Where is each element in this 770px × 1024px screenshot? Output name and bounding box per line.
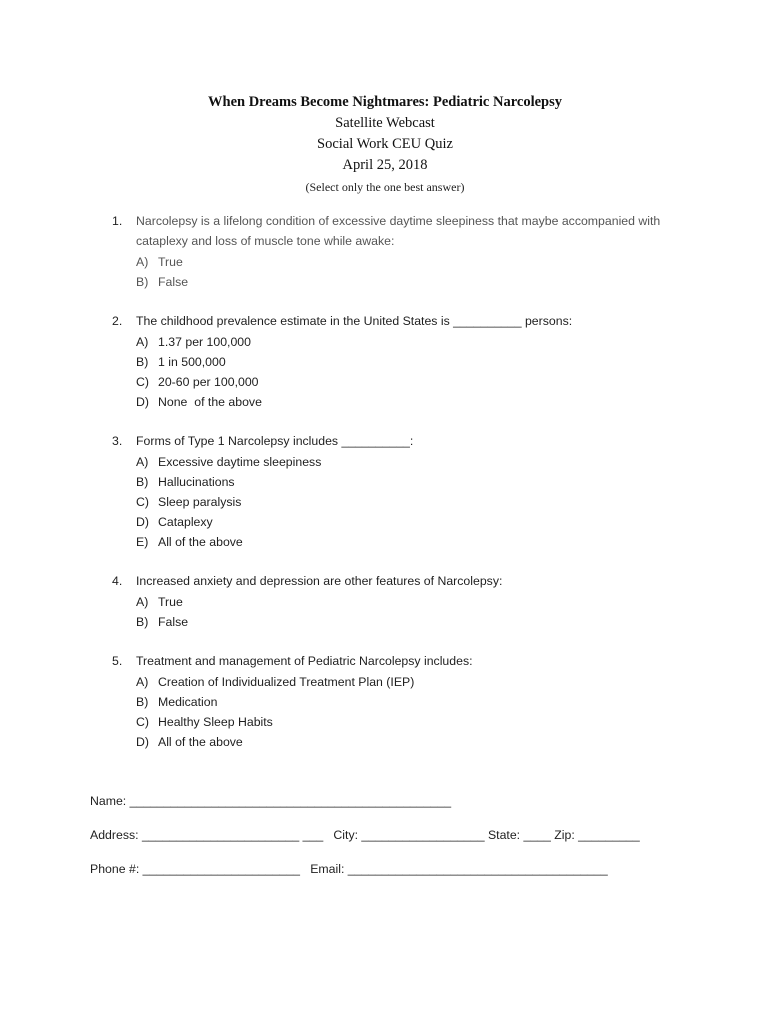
- option-text: Excessive daytime sleepiness: [158, 455, 322, 469]
- option-text: False: [158, 275, 189, 289]
- answer-option[interactable]: [136, 332, 692, 352]
- address-city-state-zip-field[interactable]: Address: _______________________ ___ City: __________________ State: ____ Zip: _________: [90, 828, 640, 842]
- answer-options: [136, 672, 692, 752]
- answer-option[interactable]: [136, 352, 692, 372]
- question-number: 5.: [112, 654, 123, 668]
- option-text: Healthy Sleep Habits: [158, 715, 273, 729]
- answer-option[interactable]: [136, 392, 692, 412]
- answer-option[interactable]: [136, 372, 692, 392]
- question-3: [112, 431, 692, 552]
- document-header: [0, 92, 770, 197]
- question-text: Increased anxiety and depression are other features of Narcolepsy:: [136, 574, 503, 588]
- answer-options: [136, 252, 692, 292]
- option-text: Creation of Individualized Treatment Plan (IEP): [158, 675, 415, 689]
- option-text: True: [158, 595, 183, 609]
- option-text: True: [158, 255, 183, 269]
- option-letter: C): [136, 495, 149, 509]
- option-text: 1 in 500,000: [158, 355, 226, 369]
- option-text: False: [158, 615, 189, 629]
- option-letter: D): [136, 395, 149, 409]
- answer-option[interactable]: [136, 452, 692, 472]
- option-letter: B): [136, 615, 149, 629]
- question-2: [112, 311, 692, 412]
- question-number: 4.: [112, 574, 123, 588]
- question-list: [112, 211, 692, 771]
- question-number: 2.: [112, 314, 123, 328]
- option-letter: B): [136, 475, 149, 489]
- option-letter: A): [136, 255, 149, 269]
- option-text: 1.37 per 100,000: [158, 335, 251, 349]
- option-letter: D): [136, 735, 149, 749]
- question-1: [112, 211, 692, 292]
- option-letter: B): [136, 695, 149, 709]
- answer-option[interactable]: [136, 472, 692, 492]
- answer-option[interactable]: [136, 712, 692, 732]
- answer-option[interactable]: [136, 612, 692, 632]
- answer-option[interactable]: [136, 732, 692, 752]
- answer-option[interactable]: [136, 512, 692, 532]
- answer-option[interactable]: [136, 692, 692, 712]
- phone-email-field[interactable]: Phone #: _______________________ Email: ______________________________________: [90, 862, 608, 876]
- option-letter: A): [136, 595, 149, 609]
- option-letter: D): [136, 515, 149, 529]
- question-text: Treatment and management of Pediatric Narcolepsy includes:: [136, 654, 473, 668]
- question-4: [112, 571, 692, 632]
- answer-option[interactable]: [136, 532, 692, 552]
- document-subtitle-webcast: Satellite Webcast: [335, 115, 435, 131]
- option-letter: C): [136, 715, 149, 729]
- question-number: 1.: [112, 214, 123, 228]
- question-5: [112, 651, 692, 752]
- answer-options: [136, 332, 692, 412]
- option-letter: A): [136, 335, 149, 349]
- question-text: Forms of Type 1 Narcolepsy includes __________:: [136, 434, 414, 448]
- answer-option[interactable]: [136, 252, 692, 272]
- option-letter: B): [136, 355, 149, 369]
- option-text: Sleep paralysis: [158, 495, 242, 509]
- option-letter: A): [136, 455, 149, 469]
- document-subtitle-quiz: Social Work CEU Quiz: [317, 136, 453, 152]
- instructions-note: (Select only the one best answer): [305, 180, 465, 194]
- question-text: Narcolepsy is a lifelong condition of excessive daytime sleepiness that maybe accompanied with cataplexy and loss of muscle tone while awake:: [136, 214, 661, 248]
- option-text: Cataplexy: [158, 515, 213, 529]
- question-text: The childhood prevalence estimate in the United States is __________ persons:: [136, 314, 573, 328]
- participant-info-form: [90, 792, 710, 878]
- option-text: 20-60 per 100,000: [158, 375, 259, 389]
- answer-options: [136, 592, 692, 632]
- option-letter: A): [136, 675, 149, 689]
- name-field[interactable]: Name: _______________________________________________: [90, 794, 452, 808]
- document-date: April 25, 2018: [342, 157, 428, 173]
- option-letter: C): [136, 375, 149, 389]
- option-text: All of the above: [158, 735, 243, 749]
- answer-options: [136, 452, 692, 552]
- option-letter: B): [136, 275, 149, 289]
- answer-option[interactable]: [136, 492, 692, 512]
- answer-option[interactable]: [136, 592, 692, 612]
- option-text: Medication: [158, 695, 218, 709]
- answer-option[interactable]: [136, 672, 692, 692]
- question-number: 3.: [112, 434, 123, 448]
- document-title: When Dreams Become Nightmares: Pediatric Narcolepsy: [208, 94, 562, 110]
- option-letter: E): [136, 535, 149, 549]
- option-text: Hallucinations: [158, 475, 235, 489]
- option-text: None of the above: [158, 395, 262, 409]
- answer-option[interactable]: [136, 272, 692, 292]
- option-text: All of the above: [158, 535, 243, 549]
